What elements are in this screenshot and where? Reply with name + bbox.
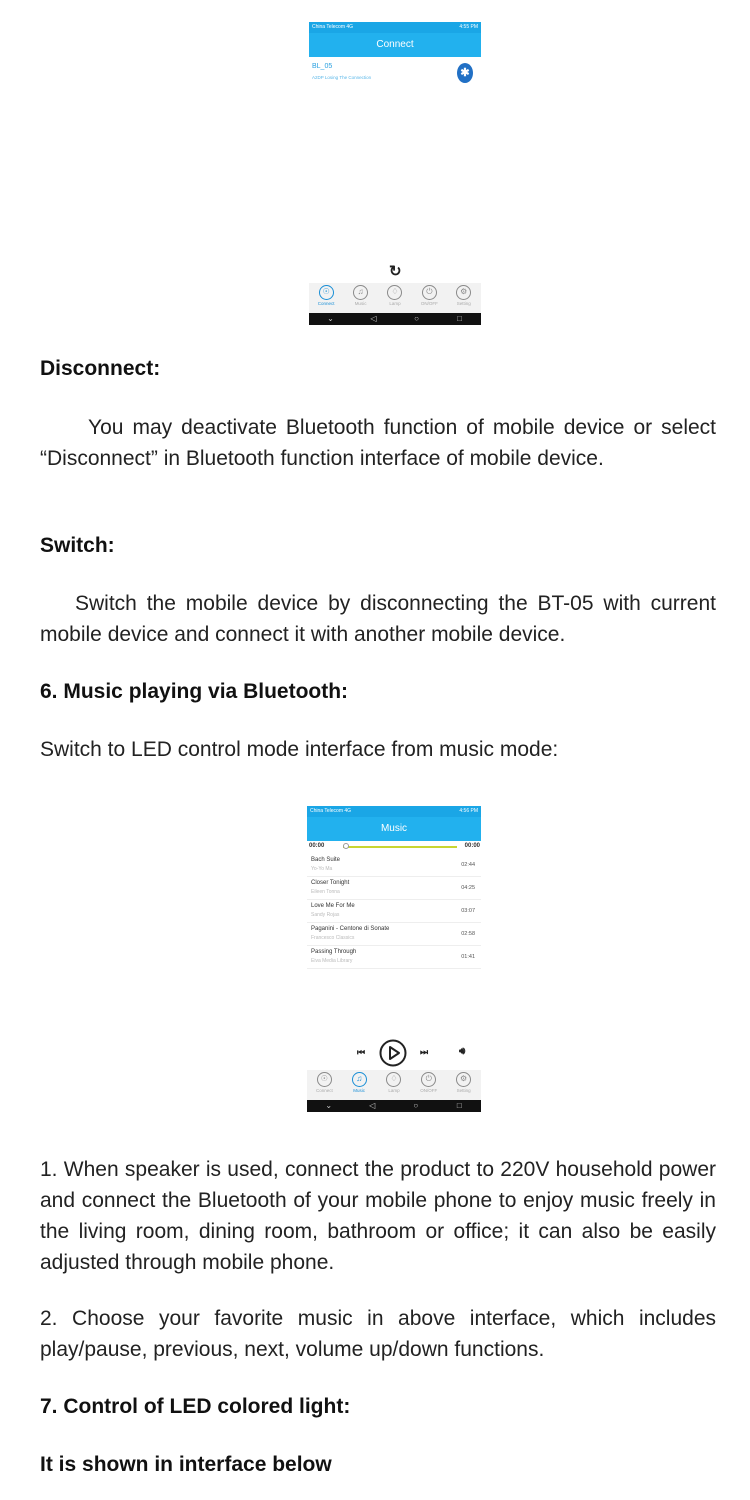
tab-onoff[interactable] [414,1072,444,1093]
music-icon: ♫ [352,1072,367,1087]
track-name: Passing Through [311,949,357,955]
track-name: Love Me For Me [311,903,355,909]
connect-icon: ☉ [317,1072,332,1087]
tab-setting[interactable] [449,285,479,306]
tab-label: Music [354,301,367,306]
status-bar [307,806,481,817]
tab-label: ON/OFF [420,1088,438,1093]
home-icon[interactable]: ○ [413,1101,419,1110]
recents-icon[interactable]: □ [456,1101,462,1110]
lamp-icon: ♢ [387,285,402,300]
track-name: Paganini - Centone di Sonate [311,926,390,932]
tab-label: Connect [316,1088,333,1093]
tab-label: Lamp [388,1088,400,1093]
lamp-icon: ♢ [386,1072,401,1087]
music-screenshot [307,806,481,1112]
music-heading: 6. Music playing via Bluetooth: [40,680,349,703]
track-row[interactable] [307,923,481,946]
tab-label: Music [353,1088,366,1093]
status-carrier: China Telecom 4G [310,808,352,814]
track-duration: 01:41 [461,954,475,960]
track-artist: Sandy Rojas [311,912,340,918]
device-status: A2DP Losing The Connection [312,75,372,80]
track-artist: Eileen Tonna [311,889,340,895]
chevron-down-icon[interactable]: ⌄ [325,1101,333,1110]
status-carrier: China Telecom 4G [312,24,354,30]
disconnect-heading: Disconnect: [40,357,161,380]
tab-label: Setting [456,1088,471,1093]
tab-label: Lamp [389,301,401,306]
tab-connect[interactable] [309,1072,339,1093]
screen-title: Connect [309,33,481,57]
bluetooth-icon[interactable]: ✱ [457,63,473,83]
track-artist: Eiva Media Library [311,958,353,964]
gear-icon: ⚙ [456,285,471,300]
track-duration: 02:58 [461,931,475,937]
volume-icon[interactable]: 🔊︎ [459,1046,466,1057]
tab-label: Setting [456,301,471,306]
item-2-paragraph: 2. Choose your favorite music in above interface, which includes play/pause, previous, next, volume up/down functions. [40,1307,716,1361]
track-row[interactable] [307,854,481,877]
android-nav-bar [307,1100,481,1112]
music-intro: Switch to LED control mode interface from music mode: [40,738,559,761]
play-icon[interactable] [378,1039,408,1067]
status-time: 4:56 PM [459,808,478,814]
device-name[interactable]: BL_05 [312,63,333,70]
track-name: Closer Tonight [311,880,350,886]
refresh-icon[interactable]: ↻ [389,263,402,280]
tab-lamp[interactable] [379,1072,409,1093]
track-name: Bach Suite [311,857,341,863]
time-total: 00:00 [464,843,480,849]
time-elapsed: 00:00 [309,843,325,849]
tab-bar [309,283,481,313]
gear-icon: ⚙ [456,1072,471,1087]
power-icon: ⏻ [422,285,437,300]
switch-heading: Switch: [40,534,115,557]
android-nav-bar [309,313,481,325]
playback-controls [307,1038,481,1068]
tab-label: ON/OFF [420,301,438,306]
seek-knob[interactable] [343,843,349,849]
tab-bar [307,1070,481,1100]
tab-setting[interactable] [449,1072,479,1093]
track-row[interactable] [307,946,481,969]
previous-icon[interactable]: ⏮ [357,1047,366,1057]
tab-music[interactable] [346,285,376,306]
back-icon[interactable]: ◁ [370,314,377,323]
tab-connect[interactable] [311,285,341,306]
track-duration: 04:25 [461,885,475,891]
home-icon[interactable]: ○ [414,314,419,323]
track-artist: Yo-Yo Ma [311,866,333,872]
tab-lamp[interactable] [380,285,410,306]
recents-icon[interactable]: □ [457,314,462,323]
led-heading: 7. Control of LED colored light: [40,1395,351,1418]
track-row[interactable] [307,900,481,923]
connect-screenshot [309,22,481,325]
tab-music[interactable] [344,1072,374,1093]
item-1-paragraph: 1. When speaker is used, connect the product to 220V household power and connect the Bluetooth of your mobile phone to enjoy music freely in the living room, dining room, bathroom or office; it can also be easily adjusted through mobile phone. [40,1158,716,1274]
music-icon: ♫ [353,285,368,300]
status-time: 4:55 PM [459,24,478,30]
disconnect-paragraph: You may deactivate Bluetooth function of mobile device or select “Disconnect” in Bluetooth function interface of mobile device. [40,416,716,470]
switch-paragraph: Switch the mobile device by disconnecting the BT-05 with current mobile device and connect it with another mobile device. [40,592,716,646]
status-bar [309,22,481,33]
back-icon[interactable]: ◁ [369,1101,376,1110]
track-duration: 02:44 [461,862,475,868]
track-row[interactable] [307,877,481,900]
seek-bar[interactable] [343,846,457,848]
connect-icon: ☉ [319,285,334,300]
tab-onoff[interactable] [414,285,444,306]
led-subheading: It is shown in interface below [40,1453,332,1476]
screen-title: Music [307,817,481,841]
tab-label: Connect [317,301,335,306]
track-duration: 03:07 [461,908,475,914]
chevron-down-icon[interactable]: ⌄ [327,314,334,323]
track-artist: Francesco Classics [311,935,355,941]
power-icon: ⏻ [421,1072,436,1087]
next-icon[interactable]: ⏭ [420,1047,429,1057]
